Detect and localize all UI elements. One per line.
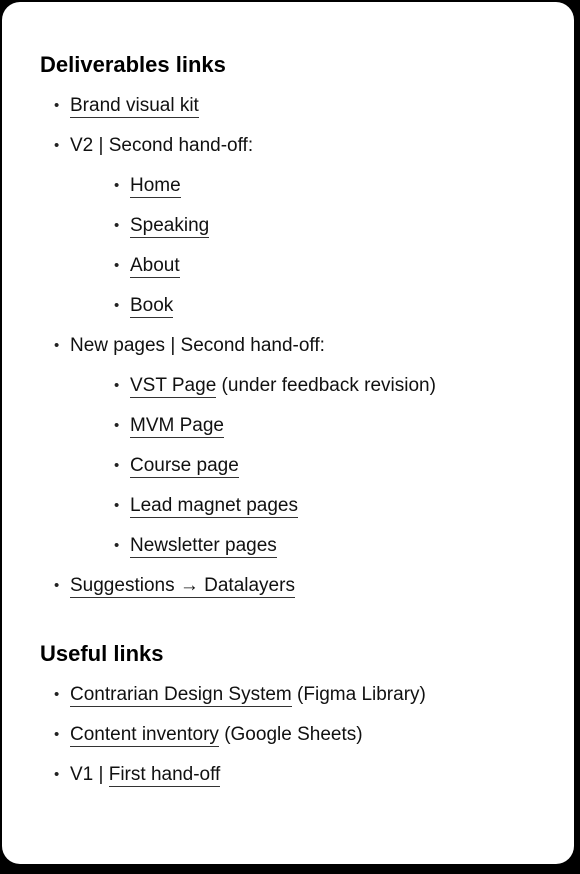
bullet-icon: • bbox=[114, 257, 120, 274]
vst-note: (under feedback revision) bbox=[216, 375, 436, 396]
list-item bbox=[40, 763, 574, 787]
about-link[interactable]: About bbox=[130, 255, 180, 276]
list-item bbox=[40, 334, 574, 558]
deliverables-list bbox=[40, 94, 574, 598]
v2-label: V2 | Second hand-off: bbox=[70, 135, 254, 156]
list-item bbox=[70, 454, 574, 478]
list-item bbox=[70, 374, 574, 398]
list-item bbox=[40, 134, 574, 318]
bullet-icon: • bbox=[54, 337, 60, 354]
bullet-icon: • bbox=[114, 217, 120, 234]
bullet-icon: • bbox=[54, 577, 60, 594]
bullet-icon: • bbox=[54, 766, 60, 783]
list-item bbox=[40, 683, 574, 707]
bullet-icon: • bbox=[114, 297, 120, 314]
content-card bbox=[2, 2, 574, 864]
list-item bbox=[70, 214, 574, 238]
course-page-link[interactable]: Course page bbox=[130, 455, 239, 476]
list-item bbox=[70, 414, 574, 438]
design-system-link[interactable]: Contrarian Design System bbox=[70, 684, 292, 705]
book-link[interactable]: Book bbox=[130, 295, 174, 316]
content-inventory-link[interactable]: Content inventory bbox=[70, 724, 219, 745]
list-item bbox=[70, 494, 574, 518]
v1-prefix: V1 | bbox=[70, 764, 109, 785]
bullet-icon: • bbox=[54, 97, 60, 114]
suggestions-datalayers-link[interactable]: Suggestions → Datalayers bbox=[70, 575, 295, 596]
brand-visual-kit-link[interactable]: Brand visual kit bbox=[70, 95, 199, 116]
bullet-icon: • bbox=[114, 537, 120, 554]
bullet-icon: • bbox=[114, 177, 120, 194]
useful-links-list bbox=[40, 683, 574, 787]
new-pages-sublist bbox=[70, 374, 574, 558]
bullet-icon: • bbox=[114, 377, 120, 394]
mvm-page-link[interactable]: MVM Page bbox=[130, 415, 224, 436]
list-item bbox=[70, 534, 574, 558]
useful-links-heading: Useful links bbox=[40, 641, 164, 666]
new-pages-label: New pages | Second hand-off: bbox=[70, 335, 325, 356]
design-system-note: (Figma Library) bbox=[291, 684, 426, 705]
list-item bbox=[40, 574, 574, 598]
newsletter-pages-link[interactable]: Newsletter pages bbox=[130, 535, 277, 556]
bullet-icon: • bbox=[114, 457, 120, 474]
bullet-icon: • bbox=[114, 417, 120, 434]
list-item bbox=[70, 174, 574, 198]
first-handoff-link[interactable]: First hand-off bbox=[108, 764, 221, 785]
bullet-icon: • bbox=[54, 137, 60, 154]
list-item bbox=[40, 94, 574, 118]
list-item bbox=[40, 723, 574, 747]
list-item bbox=[70, 254, 574, 278]
content-inventory-note: (Google Sheets) bbox=[218, 724, 363, 745]
vst-page-link[interactable]: VST Page bbox=[130, 375, 217, 396]
v2-sublist bbox=[70, 174, 574, 318]
list-item bbox=[70, 294, 574, 318]
deliverables-heading: Deliverables links bbox=[40, 52, 226, 77]
bullet-icon: • bbox=[114, 497, 120, 514]
home-link[interactable]: Home bbox=[130, 175, 181, 196]
speaking-link[interactable]: Speaking bbox=[130, 215, 210, 236]
lead-magnet-pages-link[interactable]: Lead magnet pages bbox=[130, 495, 298, 516]
bullet-icon: • bbox=[54, 686, 60, 703]
bullet-icon: • bbox=[54, 726, 60, 743]
